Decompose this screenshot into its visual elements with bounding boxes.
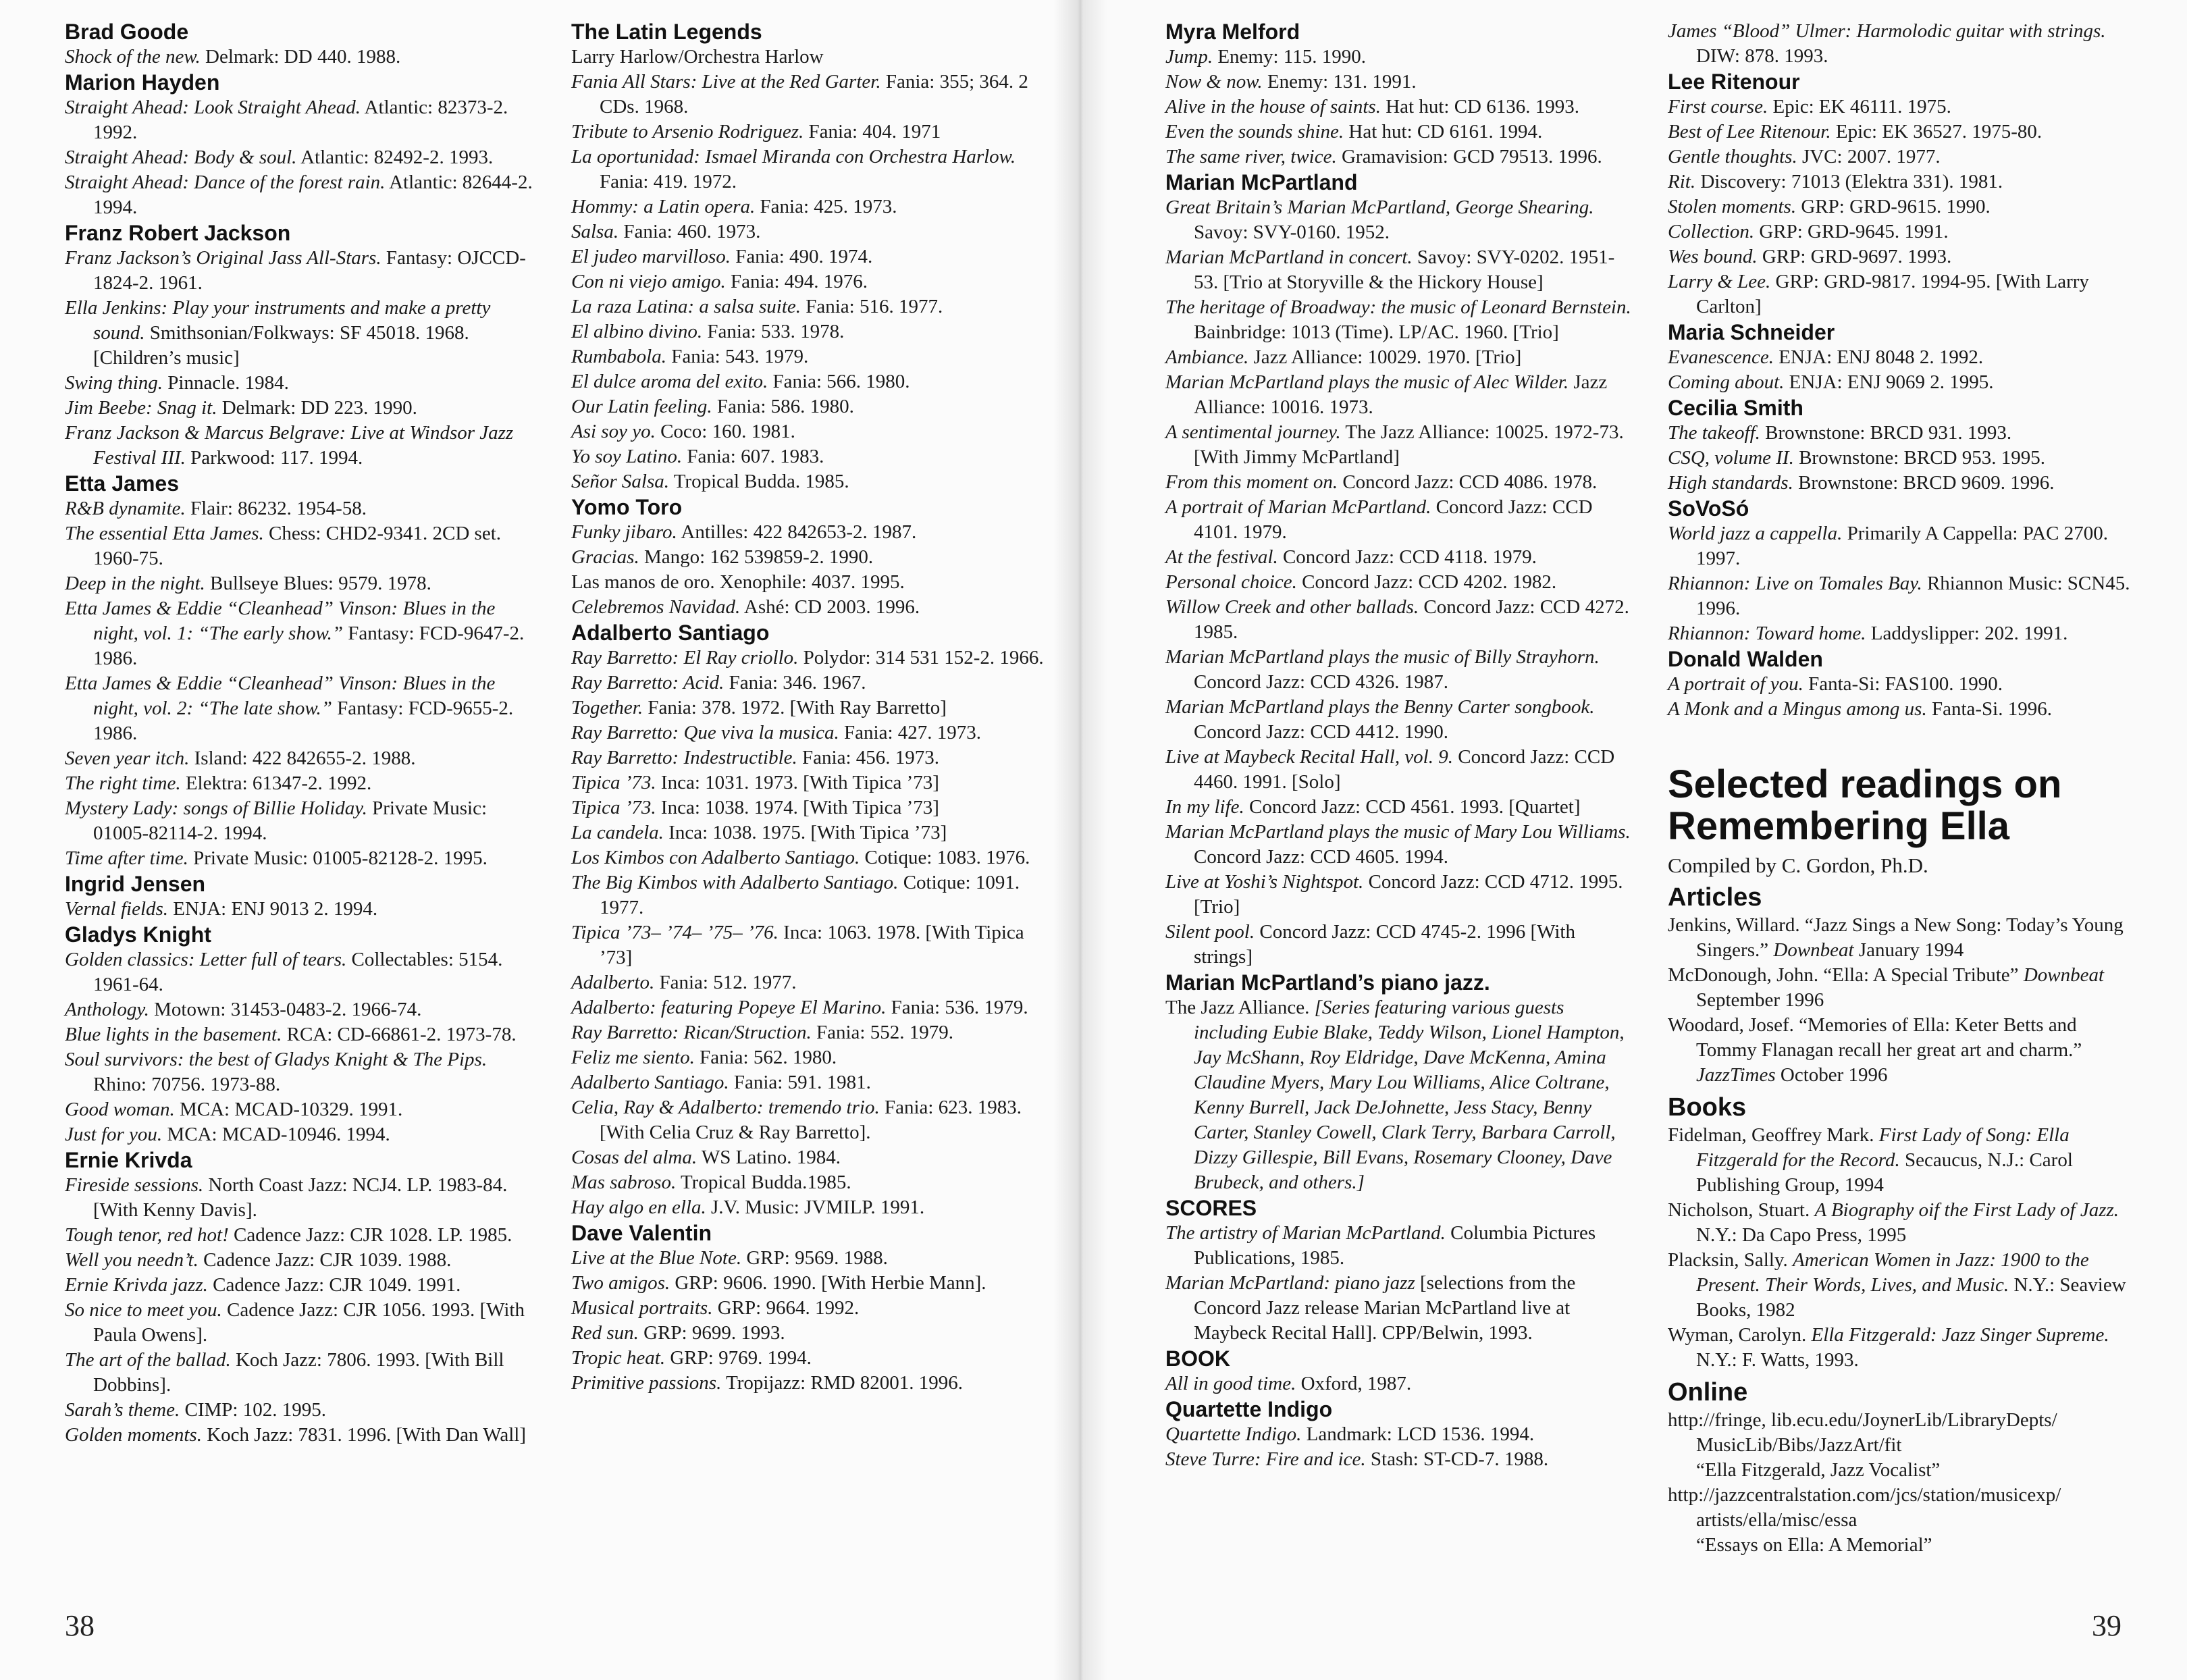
discography-column-4-entries — [1668, 19, 2134, 722]
discography-column-1 — [65, 19, 537, 1448]
discography-entry: Soul survivors: the best of Gladys Knight & The Pips. Rhino: 70756. 1973-88. — [65, 1049, 488, 1095]
book-citation: Nicholson, Stuart. A Biography oif the First Lady of Jazz. N.Y.: Da Capo Press, 1995 — [1668, 1199, 2119, 1246]
discography-entry: Adalberto Santiago. Fania: 591. 1981. — [571, 1072, 871, 1093]
discography-entry: Las manos de oro. Xenophile: 4037. 1995. — [571, 571, 905, 593]
discography-entry: Good woman. MCA: MCAD-10329. 1991. — [65, 1099, 403, 1120]
discography-entry: Blue lights in the basement. RCA: CD-66861-2. 1973-78. — [65, 1024, 517, 1045]
discography-entry: World jazz a cappella. Primarily A Cappella: PAC 2700. 1997. — [1668, 523, 2108, 569]
discography-entry: Golden moments. Koch Jazz: 7831. 1996. [With Dan Wall] — [65, 1424, 526, 1446]
discography-entry: The right time. Elektra: 61347-2. 1992. — [65, 772, 372, 794]
discography-entry: Marian McPartland plays the music of Alec Wilder. Jazz Alliance: 10016. 1973. — [1165, 371, 1608, 418]
discography-entry: Collection. GRP: GRD-9645. 1991. — [1668, 221, 1949, 242]
artist-heading: Cecilia Smith — [1668, 396, 1803, 420]
online-url: http://jazzcentralstation.com/jcs/station/musicexp/ artists/ella/misc/essa — [1668, 1484, 2061, 1531]
discography-entry: Wes bound. GRP: GRD-9697. 1993. — [1668, 246, 1952, 267]
discography-entry: Jim Beebe: Snag it. Delmark: DD 223. 1990. — [65, 397, 417, 419]
discography-entry: James “Blood” Ulmer: Harmolodic guitar with strings. DIW: 878. 1993. — [1668, 20, 2106, 67]
discography-entry: Con ni viejo amigo. Fania: 494. 1976. — [571, 271, 868, 292]
discography-entry: Marian McPartland: piano jazz [selections from the Concord Jazz release Marian McPartland live at Maybeck Recital Hall]. CPP/Belwin, 1993. — [1165, 1272, 1576, 1344]
discography-entry: Tipica ’73. Inca: 1031. 1973. [With Tipica ’73] — [571, 772, 939, 793]
book-gutter-shadow — [1053, 0, 1107, 1680]
discography-entry: Now & now. Enemy: 131. 1991. — [1165, 71, 1417, 93]
discography-entry: CSQ, volume II. Brownstone: BRCD 953. 1995. — [1668, 447, 2046, 469]
discography-entry: A portrait of you. Fanta-Si: FAS100. 1990. — [1668, 673, 2003, 695]
page-number-right: 39 — [2092, 1609, 2122, 1642]
artist-heading: SoVoSó — [1668, 496, 1749, 521]
artist-heading: Etta James — [65, 471, 179, 496]
discography-entry: Quartette Indigo. Landmark: LCD 1536. 1994. — [1165, 1423, 1535, 1445]
artist-heading: Donald Walden — [1668, 647, 1823, 671]
discography-entry: Celebremos Navidad. Ashé: CD 2003. 1996. — [571, 596, 920, 618]
discography-entry: Sarah’s theme. CIMP: 102. 1995. — [65, 1399, 326, 1421]
discography-entry: Celia, Ray & Adalberto: tremendo trio. Fania: 623. 1983. [With Celia Cruz & Ray Barretto]. — [571, 1097, 1022, 1143]
artist-heading: Ingrid Jensen — [65, 872, 206, 896]
discography-entry: Rumbabola. Fania: 543. 1979. — [571, 346, 809, 367]
discography-entry: From this moment on. Concord Jazz: CCD 4086. 1978. — [1165, 471, 1598, 493]
discography-entry: Ella Jenkins: Play your instruments and make a pretty sound. Smithsonian/Folkways: SF 45018. 1968. [Children’s music] — [65, 297, 491, 369]
discography-entry: Alive in the house of saints. Hat hut: CD 6136. 1993. — [1165, 96, 1579, 117]
artist-heading: BOOK — [1165, 1346, 1230, 1371]
discography-entry: First course. Epic: EK 46111. 1975. — [1668, 96, 1951, 117]
discography-entry: Señor Salsa. Tropical Budda. 1985. — [571, 471, 849, 492]
online-list — [1668, 1408, 2134, 1558]
books-heading: Books — [1668, 1093, 1747, 1122]
discography-entry: Franz Jackson’s Original Jass All-Stars. Fantasy: OJCCD-1824-2. 1961. — [65, 247, 526, 294]
discography-entry: Together. Fania: 378. 1972. [With Ray Barretto] — [571, 697, 947, 718]
artist-heading: Marion Hayden — [65, 70, 220, 95]
discography-entry: Larry Harlow/Orchestra Harlow — [571, 46, 824, 68]
discography-entry: Shock of the new. Delmark: DD 440. 1988. — [65, 46, 401, 68]
discography-entry: Red sun. GRP: 9699. 1993. — [571, 1322, 785, 1344]
artist-heading: The Latin Legends — [571, 20, 762, 44]
discography-entry: Evanescence. ENJA: ENJ 8048 2. 1992. — [1668, 346, 1984, 368]
discography-entry: Feliz me siento. Fania: 562. 1980. — [571, 1047, 837, 1068]
discography-entry: Funky jibaro. Antilles: 422 842653-2. 1987. — [571, 521, 917, 543]
artist-heading: Marian McPartland — [1165, 170, 1358, 194]
discography-entry: Marian McPartland plays the music of Mary Lou Williams. Concord Jazz: CCD 4605. 1994. — [1165, 821, 1631, 868]
book-citation: Placksin, Sally. American Women in Jazz: 1900 to the Present. Their Words, Lives, and Music. N.Y.: Seaview Books, 1982 — [1668, 1249, 2126, 1321]
discography-entry: So nice to meet you. Cadence Jazz: CJR 1056. 1993. [With Paula Owens]. — [65, 1299, 525, 1346]
discography-entry: Best of Lee Ritenour. Epic: EK 36527. 1975-80. — [1668, 121, 2043, 142]
discography-entry: Adalberto: featuring Popeye El Marino. Fania: 536. 1979. — [571, 997, 1028, 1018]
artist-heading: Quartette Indigo — [1165, 1397, 1333, 1421]
discography-entry: Live at the Blue Note. GRP: 9569. 1988. — [571, 1247, 888, 1269]
discography-entry: Mas sabroso. Tropical Budda.1985. — [571, 1172, 851, 1193]
discography-entry: Rhiannon: Live on Tomales Bay. Rhiannon Music: SCN45. 1996. — [1668, 573, 2130, 619]
discography-entry: R&B dynamite. Flair: 86232. 1954-58. — [65, 498, 367, 519]
articles-heading: Articles — [1668, 883, 1762, 912]
discography-entry: In my life. Concord Jazz: CCD 4561. 1993. [Quartet] — [1165, 796, 1581, 818]
discography-entry: La raza Latina: a salsa suite. Fania: 516. 1977. — [571, 296, 943, 317]
discography-entry: The same river, twice. Gramavision: GCD 79513. 1996. — [1165, 146, 1602, 167]
artist-heading: Yomo Toro — [571, 495, 683, 519]
discography-entry: Franz Jackson & Marcus Belgrave: Live at Windsor Jazz Festival III. Parkwood: 117. 1994. — [65, 422, 514, 469]
book-citation: Wyman, Carolyn. Ella Fitzgerald: Jazz Singer Supreme. N.Y.: F. Watts, 1993. — [1668, 1324, 2109, 1371]
discography-entry: Hommy: a Latin opera. Fania: 425. 1973. — [571, 196, 897, 217]
discography-entry: Steve Turre: Fire and ice. Stash: ST-CD-7. 1988. — [1165, 1448, 1549, 1470]
discography-entry: El albino divino. Fania: 533. 1978. — [571, 321, 845, 342]
discography-entry: Mystery Lady: songs of Billie Holiday. Private Music: 01005-82114-2. 1994. — [65, 797, 488, 844]
discography-entry: El dulce aroma del exito. Fania: 566. 1980. — [571, 371, 910, 392]
artist-heading: Dave Valentin — [571, 1221, 712, 1245]
discography-entry: Two amigos. GRP: 9606. 1990. [With Herbie Mann]. — [571, 1272, 986, 1294]
artist-heading: Marian McPartland’s piano jazz. — [1165, 970, 1490, 995]
discography-entry: The takeoff. Brownstone: BRCD 931. 1993. — [1668, 422, 2012, 444]
discography-entry: Cosas del alma. WS Latino. 1984. — [571, 1147, 841, 1168]
discography-entry: Stolen moments. GRP: GRD-9615. 1990. — [1668, 196, 1991, 217]
discography-entry: Gentle thoughts. JVC: 2007. 1977. — [1668, 146, 1941, 167]
discography-entry: A sentimental journey. The Jazz Alliance: 10025. 1972-73. [With Jimmy McPartland] — [1165, 421, 1624, 468]
discography-entry: El judeo marvilloso. Fania: 490. 1974. — [571, 246, 873, 267]
discography-entry: Anthology. Motown: 31453-0483-2. 1966-74. — [65, 999, 422, 1020]
discography-entry: Hay algo en ella. J.V. Music: JVMILP. 1991. — [571, 1197, 925, 1218]
books-list — [1668, 1123, 2134, 1373]
discography-entry: The artistry of Marian McPartland. Columbia Pictures Publications, 1985. — [1165, 1222, 1596, 1269]
discography-entry: Yo soy Latino. Fania: 607. 1983. — [571, 446, 824, 467]
discography-entry: Ambiance. Jazz Alliance: 10029. 1970. [Trio] — [1165, 346, 1522, 368]
online-description: “Essays on Ella: A Memorial” — [1696, 1534, 1932, 1556]
discography-entry: Tough tenor, red hot! Cadence Jazz: CJR 1028. LP. 1985. — [65, 1224, 512, 1246]
discography-entry: Los Kimbos con Adalberto Santiago. Cotique: 1083. 1976. — [571, 847, 1030, 868]
readings-title-line-2: Remembering Ella — [1668, 804, 2010, 848]
discography-entry: Personal choice. Concord Jazz: CCD 4202. 1982. — [1165, 571, 1557, 593]
discography-entry: At the festival. Concord Jazz: CCD 4118. 1979. — [1165, 546, 1537, 568]
article-citation: McDonough, John. “Ella: A Special Tribute” Downbeat September 1996 — [1668, 964, 2105, 1011]
artist-heading: Myra Melford — [1165, 20, 1300, 44]
discography-entry: La candela. Inca: 1038. 1975. [With Tipica ’73] — [571, 822, 947, 843]
discography-column-2 — [571, 19, 1044, 1396]
discography-entry: Straight Ahead: Dance of the forest rain. Atlantic: 82644-2. 1994. — [65, 172, 533, 218]
discography-entry: Our Latin feeling. Fania: 586. 1980. — [571, 396, 854, 417]
discography-entry: Ray Barretto: Acid. Fania: 346. 1967. — [571, 672, 866, 693]
discography-entry: Silent pool. Concord Jazz: CCD 4745-2. 1996 [With strings] — [1165, 921, 1575, 968]
online-heading: Online — [1668, 1378, 1748, 1407]
discography-entry: A portrait of Marian McPartland. Concord Jazz: CCD 4101. 1979. — [1165, 496, 1593, 543]
discography-entry: High standards. Brownstone: BRCD 9609. 1996. — [1668, 472, 2055, 494]
online-description: “Ella Fitzgerald, Jazz Vocalist” — [1696, 1459, 1941, 1481]
discography-entry: Straight Ahead: Body & soul. Atlantic: 82492-2. 1993. — [65, 147, 494, 168]
discography-entry: Live at Maybeck Recital Hall, vol. 9. Concord Jazz: CCD 4460. 1991. [Solo] — [1165, 746, 1615, 793]
articles-list — [1668, 913, 2134, 1088]
discography-entry: Tribute to Arsenio Rodriguez. Fania: 404. 1971 — [571, 121, 941, 142]
discography-entry: La oportunidad: Ismael Miranda con Orchestra Harlow. Fania: 419. 1972. — [571, 146, 1016, 192]
artist-heading: Franz Robert Jackson — [65, 221, 291, 245]
discography-entry: Ray Barretto: Indestructible. Fania: 456. 1973. — [571, 747, 940, 768]
discography-entry: The Jazz Alliance. [Series featuring various guests including Eubie Blake, Teddy Wilson, Lionel Hampton, Jay McShann, Roy Eldridge, Dave McKenna, Amina Claudine Myers, Mary Lou Williams, Alice Coltrane, Kenny Burrell, Jack DeJohnette, Jess Stacy, Benny Carter, Stanley Cowell, Clark Terry, Barbara Carroll, Dizzy Gillespie, Bill Evans, Rosemary Clooney, Dave Brubeck, and others.] — [1165, 997, 1625, 1193]
book-citation: Fidelman, Geoffrey Mark. First Lady of Song: Ella Fitzgerald for the Record. Secaucus, N.J.: Carol Publishing Group, 1994 — [1668, 1124, 2073, 1196]
discography-entry: Musical portraits. GRP: 9664. 1992. — [571, 1297, 860, 1319]
discography-entry: Tipica ’73. Inca: 1038. 1974. [With Tipica ’73] — [571, 797, 939, 818]
discography-entry: The Big Kimbos with Adalberto Santiago. Cotique: 1091. 1977. — [571, 872, 1020, 918]
discography-entry: Willow Creek and other ballads. Concord Jazz: CCD 4272. 1985. — [1165, 596, 1629, 643]
readings-byline: Compiled by C. Gordon, Ph.D. — [1668, 854, 1928, 877]
discography-entry: Tropic heat. GRP: 9769. 1994. — [571, 1347, 812, 1369]
article-citation: Woodard, Josef. “Memories of Ella: Keter Betts and Tommy Flanagan recall her great art and charm.” JazzTimes October 1996 — [1668, 1014, 2082, 1086]
discography-entry: Tipica ’73– ’74– ’75– ’76. Inca: 1063. 1978. [With Tipica ’73] — [571, 922, 1024, 968]
discography-entry: Marian McPartland in concert. Savoy: SVY-0202. 1951-53. [Trio at Storyville & the Hickory House] — [1165, 246, 1615, 293]
discography-entry: Rhiannon: Toward home. Laddyslipper: 202. 1991. — [1668, 623, 2068, 644]
discography-entry: All in good time. Oxford, 1987. — [1165, 1373, 1412, 1394]
artist-heading: Adalberto Santiago — [571, 621, 770, 645]
discography-entry: Salsa. Fania: 460. 1973. — [571, 221, 761, 242]
discography-entry: Jump. Enemy: 115. 1990. — [1165, 46, 1366, 68]
artist-heading: SCORES — [1165, 1196, 1257, 1220]
article-citation: Jenkins, Willard. “Jazz Sings a New Song: Today’s Young Singers.” Downbeat January 1994 — [1668, 914, 2124, 961]
discography-entry: Larry & Lee. GRP: GRD-9817. 1994-95. [With Larry Carlton] — [1668, 271, 2089, 317]
discography-entry: Asi soy yo. Coco: 160. 1981. — [571, 421, 795, 442]
discography-entry: The essential Etta James. Chess: CHD2-9341. 2CD set. 1960-75. — [65, 523, 502, 569]
discography-entry: The heritage of Broadway: the music of Leonard Bernstein. Bainbridge: 1013 (Time). LP/AC. 1960. [Trio] — [1165, 296, 1631, 343]
page-number-left: 38 — [65, 1609, 95, 1642]
discography-entry: A Monk and a Mingus among us. Fanta-Si. 1996. — [1668, 698, 2052, 720]
discography-column-3 — [1165, 19, 1638, 1472]
discography-entry: Adalberto. Fania: 512. 1977. — [571, 972, 797, 993]
discography-entry: Even the sounds shine. Hat hut: CD 6161. 1994. — [1165, 121, 1543, 142]
discography-entry: Just for you. MCA: MCAD-10946. 1994. — [65, 1124, 390, 1145]
discography-entry: Fireside sessions. North Coast Jazz: NCJ4. LP. 1983-84. [With Kenny Davis]. — [65, 1174, 508, 1221]
discography-entry: Seven year itch. Island: 422 842655-2. 1988. — [65, 747, 416, 769]
online-url: http://fringe, lib.ecu.edu/JoynerLib/LibraryDepts/ MusicLib/Bibs/JazzArt/fit — [1668, 1409, 2057, 1456]
discography-entry: Primitive passions. Tropijazz: RMD 82001. 1996. — [571, 1372, 964, 1394]
left-page — [0, 0, 1080, 1680]
readings-title — [1668, 764, 2134, 847]
discography-entry: The art of the ballad. Koch Jazz: 7806. 1993. [With Bill Dobbins]. — [65, 1349, 504, 1396]
discography-entry: Time after time. Private Music: 01005-82128-2. 1995. — [65, 847, 488, 869]
readings-title-line-1: Selected readings on — [1668, 762, 2062, 806]
discography-entry: Ray Barretto: Que viva la musica. Fania: 427. 1973. — [571, 722, 982, 743]
discography-entry: Ray Barretto: Rican/Struction. Fania: 552. 1979. — [571, 1022, 953, 1043]
discography-entry: Live at Yoshi’s Nightspot. Concord Jazz: CCD 4712. 1995. [Trio] — [1165, 871, 1623, 918]
discography-entry: Golden classics: Letter full of tears. Collectables: 5154. 1961-64. — [65, 949, 503, 995]
discography-entry: Great Britain’s Marian McPartland, George Shearing. Savoy: SVY-0160. 1952. — [1165, 196, 1594, 243]
discography-entry: Marian McPartland plays the Benny Carter songbook. Concord Jazz: CCD 4412. 1990. — [1165, 696, 1595, 743]
discography-entry: Coming about. ENJA: ENJ 9069 2. 1995. — [1668, 371, 1994, 393]
discography-entry: Ray Barretto: El Ray criollo. Polydor: 314 531 152-2. 1966. — [571, 647, 1044, 668]
discography-entry: Fania All Stars: Live at the Red Garter. Fania: 355; 364. 2 CDs. 1968. — [571, 71, 1028, 117]
discography-entry: Rit. Discovery: 71013 (Elektra 331). 1981. — [1668, 171, 2003, 192]
artist-heading: Lee Ritenour — [1668, 70, 1800, 94]
discography-entry: Etta James & Eddie “Cleanhead” Vinson: Blues in the night, vol. 2: “The late show.” Fantasy: FCD-9655-2. 1986. — [65, 673, 514, 744]
discography-entry: Gracias. Mango: 162 539859-2. 1990. — [571, 546, 874, 568]
discography-entry: Deep in the night. Bullseye Blues: 9579. 1978. — [65, 573, 431, 594]
discography-entry: Ernie Krivda jazz. Cadence Jazz: CJR 1049. 1991. — [65, 1274, 461, 1296]
discography-column-4 — [1668, 19, 2134, 1558]
artist-heading: Ernie Krivda — [65, 1148, 192, 1172]
artist-heading: Maria Schneider — [1668, 320, 1835, 344]
artist-heading: Brad Goode — [65, 20, 189, 44]
discography-entry: Swing thing. Pinnacle. 1984. — [65, 372, 289, 394]
discography-entry: Vernal fields. ENJA: ENJ 9013 2. 1994. — [65, 898, 378, 920]
artist-heading: Gladys Knight — [65, 922, 211, 947]
discography-entry: Straight Ahead: Look Straight Ahead. Atlantic: 82373-2. 1992. — [65, 97, 508, 143]
discography-entry: Marian McPartland plays the music of Billy Strayhorn. Concord Jazz: CCD 4326. 1987. — [1165, 646, 1600, 693]
discography-entry: Etta James & Eddie “Cleanhead” Vinson: Blues in the night, vol. 1: “The early show.” Fantasy: FCD-9647-2. 1986. — [65, 598, 525, 669]
discography-entry: Well you needn’t. Cadence Jazz: CJR 1039. 1988. — [65, 1249, 452, 1271]
